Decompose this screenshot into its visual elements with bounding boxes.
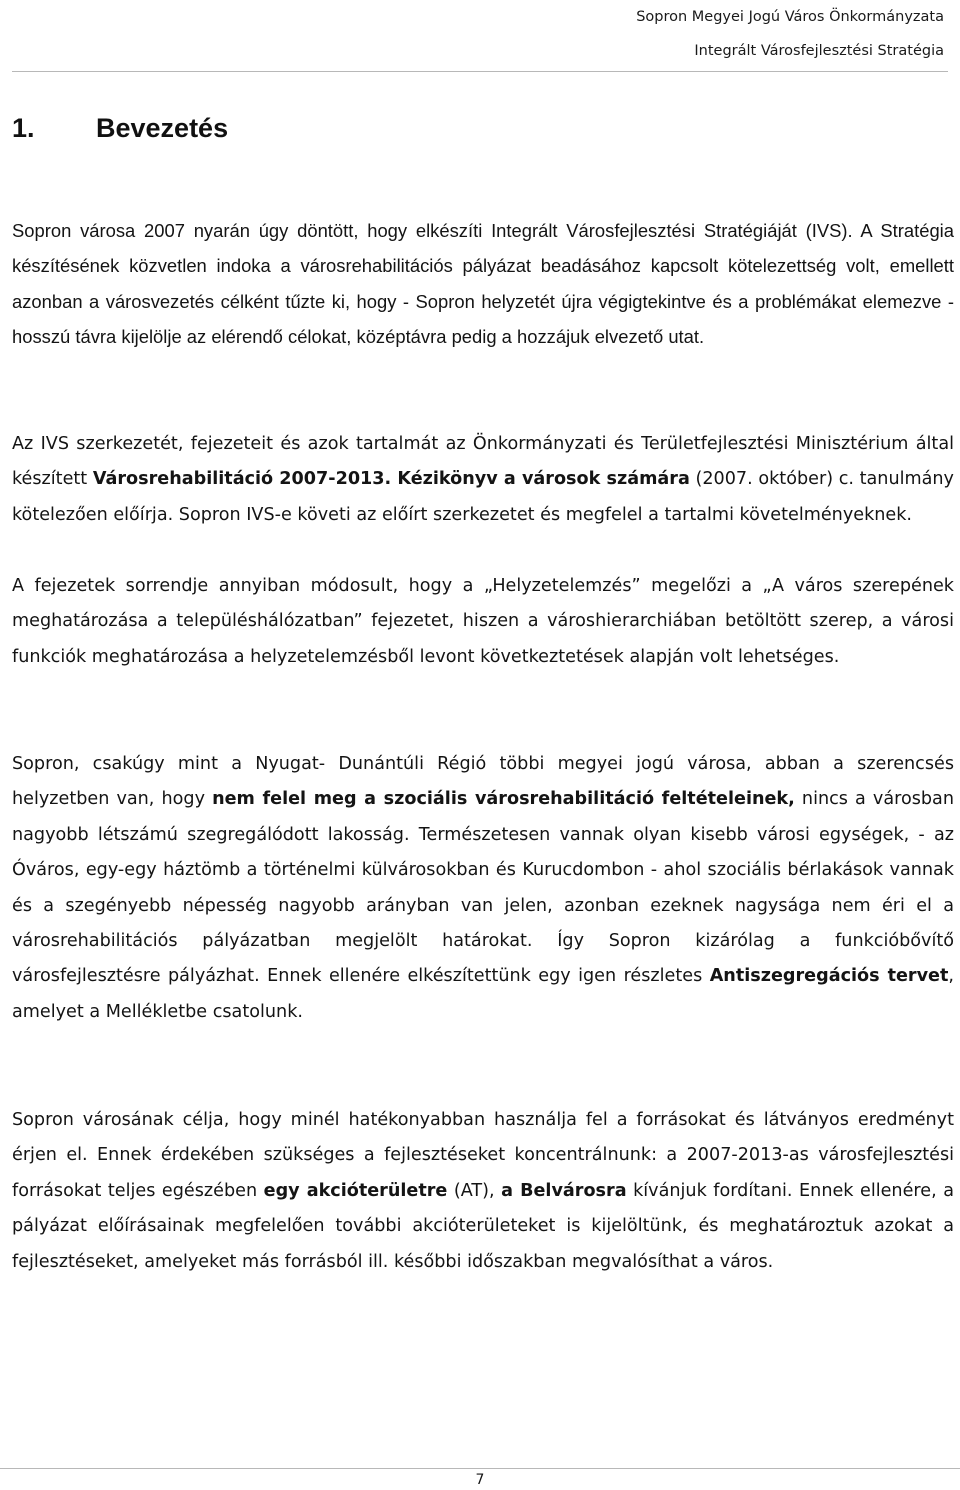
footer-divider <box>0 1468 960 1469</box>
paragraph-structure <box>12 427 954 533</box>
paragraph-intro <box>12 213 954 355</box>
paragraph-goal <box>12 1103 954 1280</box>
text-run: Sopron városának célja, hogy minél hatékonyabban használja fel a forrásokat és látványos eredményt érjen el. Ennek érdekében szükséges a fejlesztéseket koncentrálnunk: a 2007-2013-as városfejlesztési forrásokat teljes egészében <box>12 1110 954 1201</box>
section-number: 1. <box>12 113 35 143</box>
paragraph-chapter-order <box>12 569 954 675</box>
page-number: 7 <box>475 1472 485 1488</box>
header-organization: Sopron Megyei Jogú Város Önkormányzata <box>636 9 944 25</box>
header-divider <box>12 71 948 72</box>
emphasis-text: nem felel meg a szociális városrehabilitáció feltételeinek, <box>212 789 795 810</box>
text-run: (2007. október) c. tanulmány kötelezően előírja. Sopron IVS-e követi az előírt szerkezetet és megfelel a tartalmi követelményeknek. <box>12 469 954 525</box>
header-document-title: Integrált Városfejlesztési Stratégia <box>694 43 944 59</box>
paragraph-segregation <box>12 747 954 1030</box>
text-run: nincs a városban nagyobb létszámú szegregálódott lakosság. Természetesen vannak olyan kisebb városi egységek, - az Óváros, egy-egy háztömb a történelmi külvárosokban és Kurucdombon - ahol szociális bérlakások vannak és a szegényebb népesség nagyobb arányban van jelen, azonban ezeknek nagysága nem éri el a városrehabilitációs pályázatban megjelölt határokat. Így Sopron kizárólag a funkcióbővítő városfejlesztésre pályázhat. Ennek ellenére elkészítettünk egy igen részletes <box>12 789 954 987</box>
emphasis-text: egy akcióterületre <box>263 1180 448 1201</box>
text-run: , amelyet a Mellékletbe csatolunk. <box>12 966 954 1022</box>
handbook-title: Városrehabilitáció 2007-2013. Kézikönyv a városok számára <box>92 469 690 490</box>
section-heading <box>12 108 228 148</box>
section-title: Bevezetés <box>96 113 229 143</box>
paragraph-text <box>12 1103 954 1280</box>
emphasis-text: Antiszegregációs tervet <box>709 966 949 987</box>
text-run: kívánjuk fordítani. Ennek ellenére, a pályázat előírásainak megfelelően további akcióterületeket is kijelöltünk, és meghatároztuk azokat a fejlesztéseket, amelyeket más forrásból ill. későbbi időszakban megvalósíthat a város. <box>12 1180 954 1272</box>
paragraph-text: Sopron városa 2007 nyarán úgy döntött, hogy elkészíti Integrált Városfejlesztési Stratégiáját (IVS). A Stratégia készítésének közvetlen indoka a városrehabilitációs pályázat beadásához kapcsolt kötelezettség volt, emellett azonban a városvezetés célként tűzte ki, hogy - Sopron helyzetét újra végigtekintve és a problémákat elemezve - hosszú távra kijelölje az elérendő célokat, középtávra pedig a hozzájuk elvezető utat. <box>12 220 954 348</box>
paragraph-text: A fejezetek sorrendje annyiban módosult, hogy a „Helyzetelemzés” megelőzi a „A város szerepének meghatározása a településhálózatban” fejezetet, hiszen a városhierarchiában betöltött szerep, a városi funkciók meghatározása a helyzetelemzésből levont következtetések alapján volt lehetséges. <box>12 576 954 667</box>
paragraph-text <box>12 747 954 1030</box>
paragraph-text <box>12 427 954 533</box>
text-run: Sopron, csakúgy mint a Nyugat- Dunántúli Régió többi megyei jogú városa, abban a szerencsés helyzetben van, hogy <box>12 754 954 810</box>
text-run: (AT), <box>447 1180 502 1201</box>
emphasis-text: a Belvárosra <box>501 1180 627 1201</box>
text-run: Az IVS szerkezetét, fejezeteit és azok tartalmát az Önkormányzati és Területfejlesztési Minisztérium által készített <box>12 434 954 490</box>
page-header <box>636 0 944 68</box>
